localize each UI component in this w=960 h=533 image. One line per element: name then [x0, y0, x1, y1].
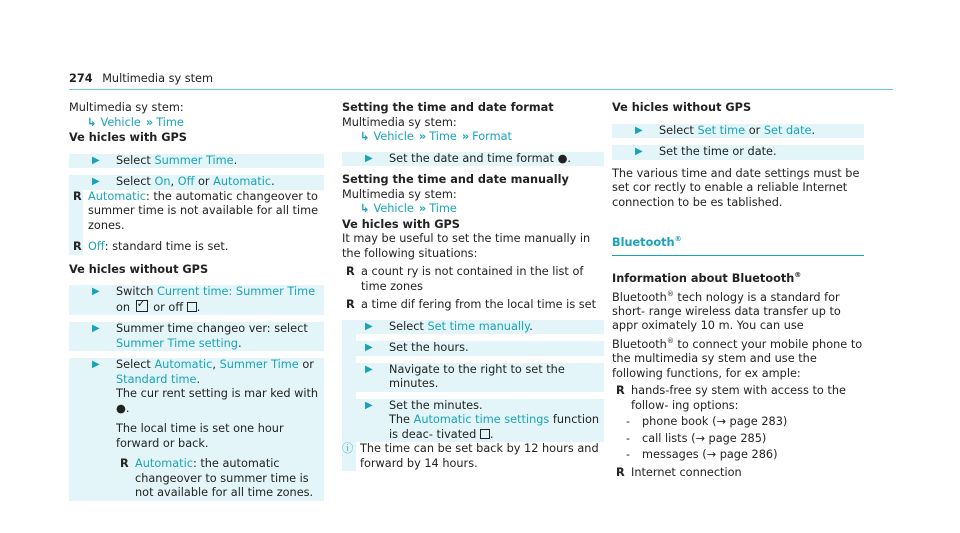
- paragraph: It may be useful to set the time manually in the following situations:: [342, 232, 591, 260]
- menu-path: [342, 130, 604, 145]
- path-vehicle[interactable]: Vehicle: [373, 130, 414, 143]
- step-text: .: [811, 123, 816, 137]
- step-arrow-icon: ▶: [92, 176, 100, 187]
- step: [342, 341, 604, 356]
- path-separator-icon: »: [145, 115, 154, 129]
- step-text: on: [116, 300, 134, 314]
- step-arrow-icon: ▶: [365, 152, 373, 164]
- heading-gps: Ve hicles with GPS: [69, 131, 187, 144]
- step-text: Select: [389, 319, 428, 333]
- bullet-icon: R: [616, 384, 625, 398]
- bullet-icon: R: [616, 465, 625, 479]
- step-group: [342, 320, 604, 472]
- summer-time-link[interactable]: Summer Time: [219, 358, 299, 371]
- sub-list-item: [612, 432, 864, 447]
- step-text: .: [196, 372, 201, 386]
- step-text: ,: [212, 358, 220, 371]
- automatic-link[interactable]: Automatic: [135, 457, 193, 470]
- step: [69, 285, 324, 315]
- heading-time-date-format: Setting the time and date format: [342, 101, 554, 114]
- step-note: The local time is set one hour forward or back.: [116, 422, 284, 450]
- registered-mark: ®: [794, 271, 802, 280]
- list-item: [116, 457, 324, 501]
- step-text: Navigate to the right to set the minutes.: [389, 362, 565, 390]
- set-date-link[interactable]: Set date: [763, 123, 812, 137]
- list-text: : the automatic changeover to summer time is not available for all time zones.: [88, 189, 319, 232]
- menu-path: [69, 116, 324, 131]
- set-time-manually-link[interactable]: Set time manually: [427, 319, 530, 333]
- step-text: The: [389, 413, 414, 426]
- path-vehicle[interactable]: Vehicle: [373, 202, 414, 215]
- off-link[interactable]: Off: [177, 175, 195, 188]
- checkbox-empty-icon: [187, 302, 197, 312]
- note-text: The time can be set back by 12 hours and forward by 14 hours.: [360, 442, 599, 470]
- path-format[interactable]: Format: [472, 130, 512, 143]
- automatic-link[interactable]: Automatic: [154, 358, 213, 371]
- step-group: [69, 175, 324, 255]
- step: [69, 154, 324, 169]
- path-arrow-icon: ↳: [87, 115, 97, 129]
- column-2: [342, 101, 604, 471]
- list-item: [342, 265, 604, 294]
- step-note: The cur rent setting is mar ked with ●.: [116, 387, 319, 415]
- path-arrow-icon: ↳: [360, 130, 370, 143]
- path-separator-icon: »: [461, 130, 470, 143]
- path-arrow-icon: ↳: [360, 202, 370, 215]
- heading-no-gps: Ve hicles without GPS: [612, 101, 752, 114]
- intro-text: Multimedia sy stem:: [342, 187, 457, 201]
- page-number: 274: [69, 72, 93, 85]
- paragraph: [612, 287, 864, 382]
- paragraph: The various time and date settings must be set cor rectly to enable a reliable Internet connection to be es tablished.: [612, 166, 860, 209]
- step-text: Set the date and time format ●.: [389, 151, 572, 165]
- step-arrow-icon: ▶: [365, 399, 373, 411]
- list-item: [69, 240, 324, 255]
- step: [69, 322, 324, 351]
- standard-time-link[interactable]: Standard time: [116, 372, 197, 386]
- page-title: Multimedia sy stem: [102, 72, 214, 85]
- step: [342, 363, 604, 392]
- step-text: .: [237, 336, 242, 350]
- step-text: .: [196, 300, 201, 314]
- on-link[interactable]: On: [154, 175, 171, 188]
- step-arrow-icon: ▶: [92, 359, 100, 370]
- step-text: .: [529, 319, 533, 333]
- step-text: Select: [116, 153, 155, 167]
- step-arrow-icon: ▶: [92, 154, 100, 166]
- header-rule: [69, 89, 893, 90]
- step-text: .: [233, 153, 238, 167]
- step-arrow-icon: ▶: [635, 146, 643, 157]
- step: [69, 358, 324, 501]
- automatic-link[interactable]: Automatic: [88, 189, 146, 203]
- heading-bluetooth-info: [612, 268, 864, 286]
- checkbox-empty-icon: [480, 429, 490, 439]
- step-text: Set the time or date.: [659, 145, 777, 158]
- dash-icon: -: [626, 415, 631, 429]
- step-text: ,: [170, 175, 178, 188]
- step-arrow-icon: ▶: [92, 286, 100, 297]
- bullet-icon: R: [73, 240, 82, 253]
- list-text: Internet connection: [631, 465, 742, 479]
- list-item: [612, 466, 864, 481]
- step: [69, 175, 324, 190]
- step: [612, 145, 864, 160]
- path-separator-icon: »: [418, 130, 427, 143]
- dash-icon: -: [626, 448, 631, 462]
- registered-mark: ®: [666, 289, 674, 298]
- summer-time-setting-link[interactable]: Summer Time setting: [116, 336, 238, 350]
- path-separator-icon: »: [418, 202, 427, 215]
- para-text: tech nology is a standard for short- range wireless data transfer up to appr oximately 10 m. You can use Bluetooth: [612, 290, 841, 351]
- dash-icon: -: [626, 431, 631, 445]
- column-1: [69, 101, 324, 501]
- list-item: [342, 298, 604, 313]
- step-text: Set the minutes.: [389, 398, 483, 412]
- section-rule: [612, 255, 864, 256]
- step-text: Select: [116, 358, 155, 371]
- heading-set-manually: Setting the time and date manually: [342, 173, 569, 186]
- step-arrow-icon: ▶: [365, 363, 373, 375]
- checkbox-checked-icon: [136, 300, 148, 312]
- step-arrow-icon: ▶: [365, 342, 373, 353]
- path-vehicle[interactable]: Vehicle: [100, 115, 141, 129]
- step-text: or: [745, 123, 764, 137]
- bullet-icon: R: [346, 265, 355, 278]
- path-time[interactable]: Time: [429, 130, 457, 143]
- step-text: Select: [116, 175, 155, 188]
- step-arrow-icon: ▶: [635, 124, 643, 136]
- path-time[interactable]: Time: [156, 115, 184, 129]
- menu-path: [342, 202, 604, 217]
- heading-text: Information about Bluetooth: [612, 272, 795, 286]
- automatic-time-settings-link[interactable]: Automatic time settings: [413, 413, 550, 426]
- step: [612, 124, 864, 139]
- step-arrow-icon: ▶: [365, 320, 373, 332]
- list-text: a time dif fering from the local time is set: [361, 298, 597, 311]
- list-text: hands-free sy stem with access to the follow‐ ing options:: [631, 384, 846, 412]
- bullet-icon: R: [346, 298, 355, 311]
- summer-time-link[interactable]: Summer Time: [154, 153, 234, 167]
- registered-mark: ®: [674, 235, 682, 243]
- step-text: or: [298, 358, 314, 371]
- intro-text: Multimedia sy stem:: [342, 115, 457, 129]
- list-text: a count ry is not contained in the list of time zones: [361, 265, 584, 293]
- para-text: Bluetooth: [612, 290, 667, 304]
- step-text: or: [194, 175, 214, 188]
- list-item: [69, 190, 324, 234]
- page-header: [69, 72, 213, 85]
- set-time-link[interactable]: Set time: [697, 123, 746, 137]
- automatic-link[interactable]: Automatic: [213, 175, 272, 188]
- sub-list-item: [612, 415, 864, 430]
- step-text: .: [489, 427, 494, 441]
- page-ref-link[interactable]: messages (→ page 286): [642, 448, 778, 462]
- column-3: [612, 101, 864, 480]
- off-link[interactable]: Off: [88, 240, 105, 253]
- heading-gps: Ve hicles with GPS: [342, 217, 460, 231]
- step-text: .: [271, 175, 275, 188]
- current-time-summer-time-link[interactable]: Current time: Summer Time: [156, 285, 316, 298]
- list-item: [612, 384, 864, 413]
- step-text: Set the hours.: [389, 341, 469, 354]
- section-title-bluetooth: [612, 232, 864, 250]
- intro-text: Multimedia sy stem:: [69, 101, 184, 114]
- sub-list-item: [612, 448, 864, 463]
- page-ref-link[interactable]: call lists (→ page 285): [642, 431, 767, 445]
- bullet-icon: R: [120, 457, 129, 470]
- heading-no-gps: Ve hicles without GPS: [69, 262, 209, 276]
- bullet-icon: R: [73, 189, 82, 203]
- step: [342, 152, 604, 167]
- step-arrow-icon: ▶: [92, 323, 100, 334]
- section-title-text: Bluetooth: [612, 235, 675, 249]
- para-text: to connect your mobile phone to the multimedia sy stem and use the following functions, for ex ample:: [612, 337, 863, 380]
- step-text: Summer time changeo ver: select: [116, 322, 308, 335]
- step-text: Select: [659, 123, 698, 137]
- step: [342, 399, 604, 443]
- step: [342, 320, 604, 335]
- page-ref-link[interactable]: phone book (→ page 283): [642, 415, 788, 429]
- info-note: [342, 442, 604, 471]
- step-text: function is deac‐ tivated: [389, 413, 600, 441]
- list-text: : the automatic changeover to summer time is not available for all time zones.: [135, 457, 314, 499]
- registered-mark: ®: [666, 336, 674, 345]
- list-text: : standard time is set.: [104, 240, 229, 253]
- info-icon: ⓘ: [342, 442, 354, 455]
- step-text: Switch: [116, 285, 157, 298]
- path-time[interactable]: Time: [429, 202, 457, 215]
- step-text: or off: [149, 300, 187, 314]
